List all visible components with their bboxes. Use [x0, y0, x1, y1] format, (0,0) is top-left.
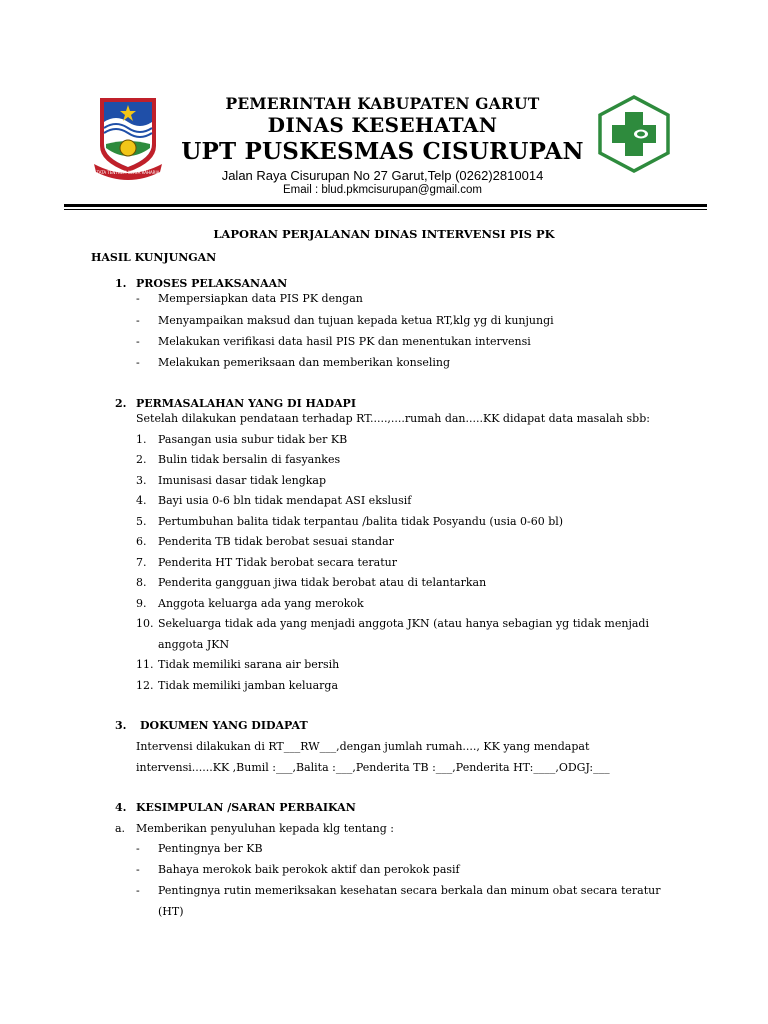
list-item: Penderita TB tidak berobat sesuai standar [158, 535, 394, 548]
section4-bullet: - [136, 842, 140, 855]
list-number: 12. [136, 679, 154, 692]
list-number: 1. [136, 433, 147, 446]
section4-bullet: - [136, 863, 140, 876]
report-title: LAPORAN PERJALANAN DINAS INTERVENSI PIS PK [213, 227, 555, 241]
unit-name: UPT PUSKESMAS CISURUPAN [181, 138, 584, 165]
section1-bullet: - [136, 292, 140, 305]
list-item: Penderita gangguan jiwa tidak berobat atau di telantarkan [158, 576, 487, 589]
section1-number: 1. [115, 277, 127, 290]
list-item: Tidak memiliki sarana air bersih [158, 658, 340, 671]
list-number: 2. [136, 453, 147, 466]
section4-item: Pentingnya rutin memeriksakan kesehatan secara berkala dan minum obat secara teratur [158, 884, 661, 897]
list-number: 6. [136, 535, 147, 548]
garut-regency-emblem-icon [92, 92, 164, 180]
letterhead [0, 0, 768, 215]
puskesmas-cross-logo-icon [596, 94, 672, 174]
section2-intro: Setelah dilakukan pendataan terhadap RT.....,....rumah dan.....KK didapat data masalah sbb: [136, 412, 650, 425]
list-number: 4. [136, 494, 147, 507]
list-item: Bulin tidak bersalin di fasyankes [158, 453, 341, 466]
list-number: 3. [136, 474, 147, 487]
section4-item-continuation: (HT) [158, 905, 184, 918]
section4-heading: KESIMPULAN /SARAN PERBAIKAN [136, 801, 356, 814]
department-name: DINAS KESEHATAN [267, 113, 498, 137]
list-item: Bayi usia 0-6 bln tidak mendapat ASI ekslusif [158, 494, 412, 507]
government-name: PEMERINTAH KABUPATEN GARUT [225, 94, 540, 113]
section3-line: intervensi......KK ,Bumil :___,Balita :___,Penderita TB :___,Penderita HT:____,ODGJ:___ [136, 761, 610, 774]
section1-item: Mempersiapkan data PIS PK dengan [158, 292, 363, 305]
list-item: Penderita HT Tidak berobat secara teratur [158, 556, 397, 569]
list-number: 7. [136, 556, 147, 569]
list-number: 5. [136, 515, 147, 528]
list-item: Sekeluarga tidak ada yang menjadi anggota JKN (atau hanya sebagian yg tidak menjadi [158, 617, 649, 630]
section3-heading: DOKUMEN YANG DIDAPAT [140, 719, 308, 732]
emblem-motto: TATA TENTREM KERTA RAHARJA [96, 170, 160, 175]
section1-heading: PROSES PELAKSANAAN [136, 277, 288, 290]
list-number: 9. [136, 597, 147, 610]
section3-line: Intervensi dilakukan di RT___RW___,dengan jumlah rumah...., KK yang mendapat [136, 740, 590, 753]
list-item: Pasangan usia subur tidak ber KB [158, 433, 348, 446]
list-item: Tidak memiliki jamban keluarga [158, 679, 338, 692]
section1-item: Melakukan pemeriksaan dan memberikan konseling [158, 356, 451, 369]
list-item: Anggota keluarga ada yang merokok [158, 597, 364, 610]
section3-number: 3. [115, 719, 127, 732]
list-item: Pertumbuhan balita tidak terpantau /balita tidak Posyandu (usia 0-60 bl) [158, 515, 564, 528]
section4-item: Bahaya merokok baik perokok aktif dan perokok pasif [158, 863, 460, 876]
section1-item: Menyampaikan maksud dan tujuan kepada ketua RT,klg yg di kunjungi [158, 314, 554, 327]
header-rule-thick [64, 204, 707, 207]
section1-bullet: - [136, 335, 140, 348]
section2-heading: PERMASALAHAN YANG DI HADAPI [136, 397, 356, 410]
section2-number: 2. [115, 397, 127, 410]
section4-bullet: - [136, 884, 140, 897]
report-subtitle: HASIL KUNJUNGAN [91, 251, 217, 264]
section1-bullet: - [136, 356, 140, 369]
section1-item: Melakukan verifikasi data hasil PIS PK dan menentukan intervensi [158, 335, 531, 348]
list-item: Imunisasi dasar tidak lengkap [158, 474, 327, 487]
address-line: Jalan Raya Cisurupan No 27 Garut,Telp (0262)2810014 [221, 168, 544, 183]
header-rule-thin [64, 209, 707, 210]
section4-sub-marker: a. [115, 822, 126, 835]
section4-item: Pentingnya ber KB [158, 842, 263, 855]
section1-bullet: - [136, 314, 140, 327]
section4-number: 4. [115, 801, 127, 814]
list-number: 11. [136, 658, 154, 671]
list-item-continuation: anggota JKN [158, 638, 230, 651]
list-number: 10. [136, 617, 154, 630]
email-line: Email : blud.pkmcisurupan@gmail.com [283, 184, 482, 196]
list-number: 8. [136, 576, 147, 589]
section4-sub-text: Memberikan penyuluhan kepada klg tentang : [136, 822, 395, 835]
